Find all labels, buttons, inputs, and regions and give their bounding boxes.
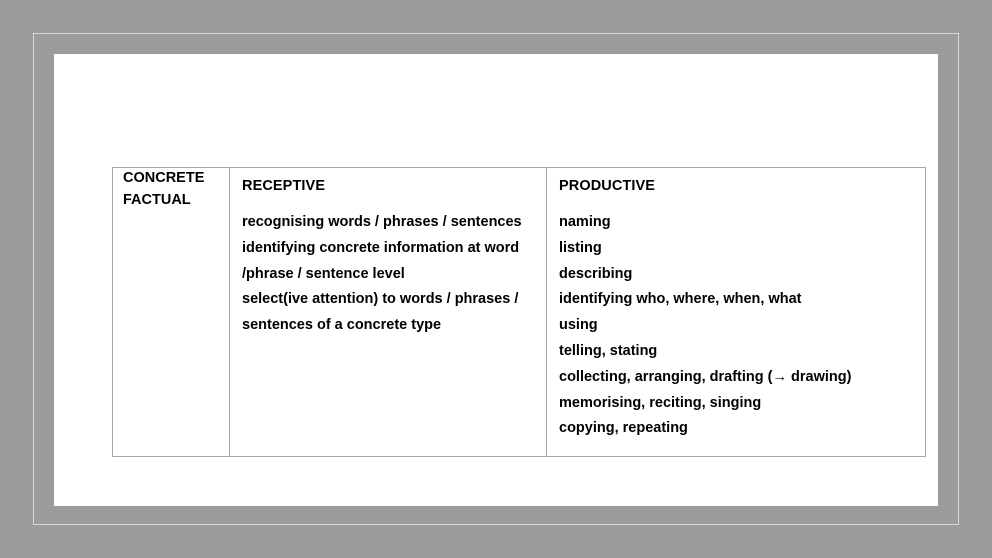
list-item: select(ive attention) to words / phrases / sentences of a concrete type (242, 291, 519, 334)
row-label (113, 168, 229, 212)
list-item: naming (559, 214, 611, 230)
concrete-factual-table (112, 167, 926, 457)
list-item: copying, repeating (559, 420, 688, 437)
list-item: collecting, arranging, drafting (→ drawing) (559, 368, 852, 385)
productive-list (559, 210, 913, 442)
list-item: recognising words / phrases / sentences (242, 214, 522, 230)
list-item: using (559, 317, 598, 334)
slide-frame (33, 33, 959, 525)
receptive-header: RECEPTIVE (242, 178, 326, 194)
table-row (113, 168, 926, 457)
list-item: identifying who, where, when, what (559, 291, 802, 308)
productive-header: PRODUCTIVE (559, 178, 656, 194)
list-item: identifying concrete information at word /phrase / sentence level (242, 239, 520, 282)
row-label-line-1: CONCRETE (123, 170, 205, 186)
list-item: listing (559, 239, 602, 256)
list-item: telling, stating (559, 342, 658, 359)
row-label-cell (113, 168, 230, 457)
list-item: memorising, reciting, singing (559, 394, 762, 411)
list-item: describing (559, 265, 633, 282)
receptive-list (242, 210, 534, 339)
productive-cell (547, 168, 926, 457)
slide-canvas (54, 54, 938, 506)
receptive-cell (230, 168, 547, 457)
row-label-line-2: FACTUAL (123, 191, 191, 208)
